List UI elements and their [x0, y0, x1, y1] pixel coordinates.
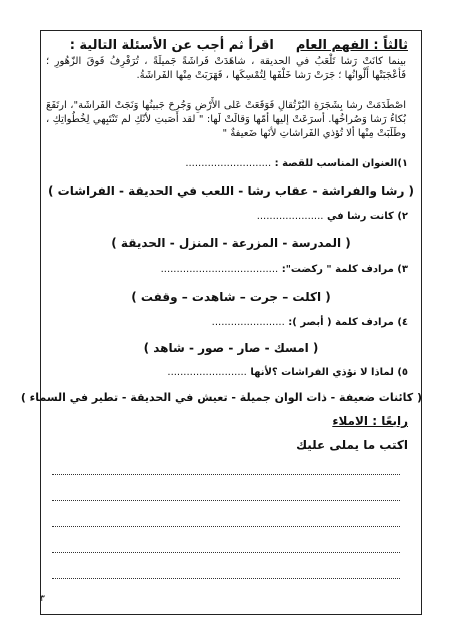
dictation-heading: رابعًا : الاملاء — [332, 414, 408, 428]
section-label: ثالثاً : الفهم العام — [295, 38, 408, 53]
writing-line[interactable] — [52, 474, 400, 475]
writing-line[interactable] — [52, 500, 400, 501]
question-5 — [167, 367, 408, 378]
question-4-options: ( امسك - صار - صور - شاهد ) — [143, 341, 319, 355]
section-instruction: اقرأ ثم أجب عن الأسئلة التالية : — [69, 38, 274, 53]
question-2 — [257, 211, 408, 222]
question-5-answer-line: ......................... — [167, 367, 247, 378]
writing-line[interactable] — [52, 578, 400, 579]
question-1 — [185, 158, 408, 169]
question-2-prompt: ٢) كانت رشا في — [323, 211, 408, 222]
question-4 — [212, 317, 408, 328]
question-1-options: ( رشا والفراشة - عقاب رشا - اللعب في الحديقة - الفراشات ) — [47, 184, 415, 198]
question-5-options: ( كائنات ضعيفة - ذات الوان جميلة - تعيش في الحديقة - تطير في السماء ) — [20, 391, 422, 404]
question-3-prompt: ٣) مرادف كلمة " ركضت": — [278, 264, 408, 275]
question-4-answer-line: ....................... — [211, 317, 285, 328]
question-1-answer-line: ........................... — [185, 158, 272, 169]
question-4-prompt: ٤) مرادف كلمة ( أبصر ): — [284, 317, 408, 328]
writing-line[interactable] — [52, 526, 400, 527]
page-number: ٣ — [40, 594, 45, 604]
passage-paragraph-2: اصْطَدَمَتْ رشا بِشَجَرَةِ البُرْتُقالِ فَوَقَعَتْ عَلى الأَرْضِ وَجُرِحَ جَبينُها وَنَجَتْ الفَراشَة"، ارتَفَعَ بُكاءُ رَشا وَصُراخُها. أسرَعَتْ إليها أمّها وَقالَتْ لَها: " لقد أصَبتِ لأنّكِ لم تَنْتَبِهي لِخُطُواتِكِ ، وطَلَبَتْ مِنْها ألا تُؤذي الفَراشاتِ لأنَها ضَعيفةٌ " — [46, 100, 406, 139]
question-3-options: ( اكلت – جرت – شاهدت – وقفت ) — [131, 290, 331, 304]
question-3-answer-line: ..................................... — [160, 264, 279, 275]
section-heading — [70, 38, 408, 53]
passage-paragraph-1: بينما كانَتْ رَشا تَلْعَبُ في الحديقة ، شاهَدَتْ فَراشَةً جَميلَةً ، تُرَفْرِفُ فَوقَ الزّهُورِ ؛ فَأعْجَبَتْها أَلْوانُها ؛ جَرَتْ رَشا خَلْفَها لِتُمْسِكَها ، فَهَرَبَتْ مِنْها الفَراشَةُ. — [46, 56, 406, 81]
writing-line[interactable] — [52, 552, 400, 553]
question-3 — [161, 264, 408, 275]
question-5-prompt: ٥) لماذا لا نؤذي الفراشات ؟لأنها — [246, 367, 408, 378]
question-2-options: ( المدرسة - المزرعة - المنزل - الحديقة ) — [111, 236, 351, 250]
question-1-prompt: ١)العنوان المناسب للقصة : — [271, 158, 408, 169]
question-2-answer-line: ..................... — [256, 211, 324, 222]
dictation-instruction: اكتب ما يملى عليك — [296, 438, 408, 452]
